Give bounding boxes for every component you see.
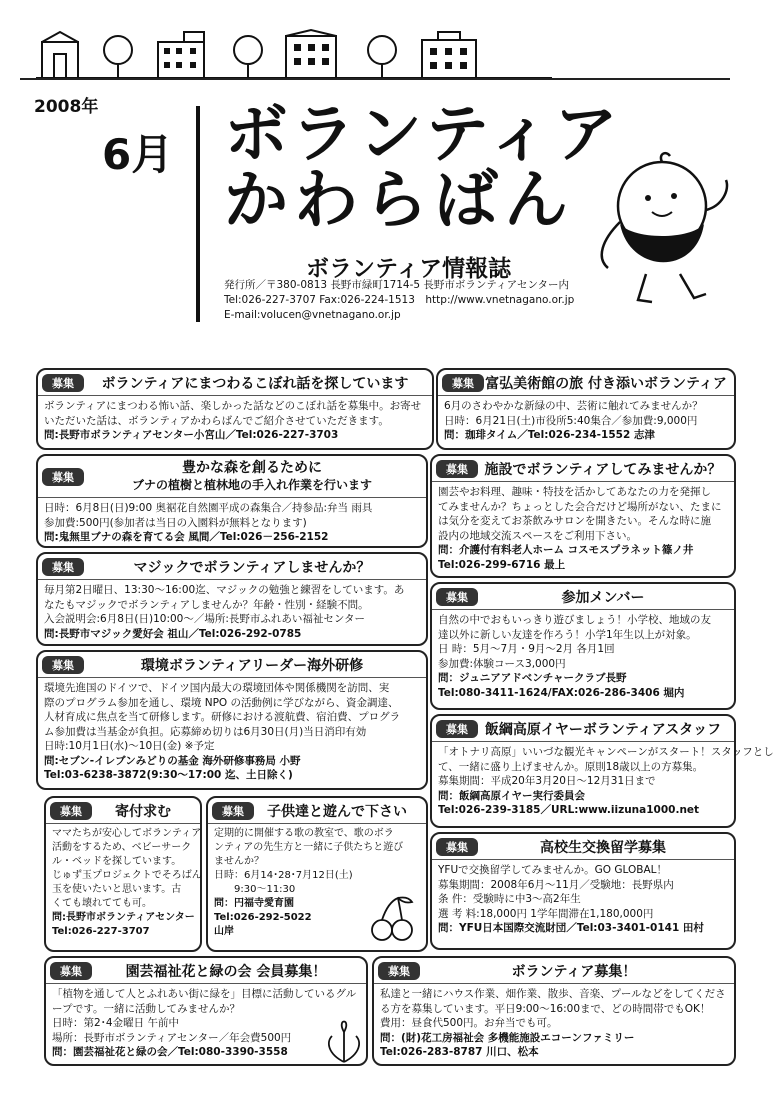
header-rule (20, 78, 730, 80)
notice-contact: 問：介護付有料老人ホーム コスモスプラネット篠ノ井 (438, 544, 694, 556)
notice-title: 飯綱高原イヤーボランティアスタッフ (484, 721, 722, 738)
notice-line: 人材育成に焦点を当て研修します。研修における渡航費、宿泊費、プログラ (44, 711, 401, 723)
notice-body (38, 498, 426, 548)
notice-subtitle: ブナの植樹と植林地の手入れ作業を行います (131, 477, 372, 492)
notice-line: ム参加費は当基金が負担。応募締め切りは6月30日(月)当日消印有効 (44, 725, 367, 738)
notice-line: 際のプログラム参加を通し、環境 NPO の活動例に学びながら、資金調達、 (44, 696, 399, 709)
notice-contact-phone: Tel:026-239-3185／URL:www.iizuna1000.net (438, 804, 700, 816)
notice-line: ンティアの先生方と一緒に子供たちと遊び (214, 842, 404, 853)
recruit-tag: 募集 (436, 838, 478, 856)
notice-contact: 問：YFU日本国際交流財団／Tel:03-3401-0141 田村 (438, 922, 704, 934)
notice-line: 6月のさわやかな新緑の中、芸術に触れてみませんか？ (444, 400, 703, 412)
issue-month: 6月 (102, 130, 174, 179)
recruit-tag: 募集 (50, 802, 92, 820)
notice-card-children (206, 796, 428, 952)
notice-title: 富弘美術館の旅 付き添いボランティア (485, 375, 727, 392)
recruit-tag: 募集 (436, 460, 478, 478)
notice-line: 達以外に新しい友達を作ろう！小学1年生以上が対象。 (438, 628, 697, 641)
notice-header (38, 456, 426, 498)
notice-card-exchange (430, 832, 736, 950)
notice-line: 募集期間：2008年6月～11月／受験地：長野県内 (438, 878, 674, 891)
notice-line: 環境先進国のドイツで、ドイツ国内最大の環境団体や関係機関を訪問、実 (44, 682, 390, 694)
notice-contact: 問:セブン-イレブンみどりの基金 海外研修事務局 小野 (44, 754, 301, 767)
recruit-tag: 募集 (42, 468, 84, 486)
notice-line: くても壊れてても可。 (52, 898, 152, 909)
notice-header (46, 798, 200, 824)
recruit-tag: 募集 (42, 656, 84, 674)
notice-contact: 問：園芸福祉花と緑の会／Tel:080-3390-3558 (52, 1046, 288, 1058)
notice-body (38, 396, 432, 446)
notice-line: る方を募集しています。平日9:00～16:00まで、どの時間帯でもOK！ (380, 1002, 711, 1015)
notice-contact: 問：ジュニアアドベンチャークラブ長野 (438, 672, 627, 684)
notice-line: ル・ベッドを探しています。 (52, 856, 182, 867)
recruit-tag: 募集 (442, 374, 484, 392)
notice-line: 条 件：受験時に中3～高2年生 (438, 893, 581, 905)
notice-body (46, 824, 200, 942)
publisher-email: E-mail:volucen@vnetnagano.or.jp (224, 309, 401, 321)
mascot-illustration (590, 150, 740, 310)
notice-header (438, 370, 734, 396)
notice-card-stories (36, 368, 434, 450)
notice-line: 参加費:体験コース3,000円 (438, 657, 566, 670)
notice-header (374, 958, 734, 984)
notice-contact: 問:長野市ボランティアセンター小宮山／Tel:026-227-3703 (44, 429, 339, 441)
notice-title-group (38, 460, 426, 494)
notice-line: 日時：6月14･28･7月12日(土) (214, 870, 353, 881)
notice-contact-phone: Tel:026-283-8787 川口、松本 (380, 1046, 539, 1058)
publisher-info (224, 278, 584, 323)
notice-body (432, 482, 734, 575)
recruit-tag: 募集 (42, 374, 84, 392)
notice-contact-phone: Tel:03-6238-3872(9:30～17:00 迄、土日除く) (44, 769, 293, 781)
town-skyline-illustration (36, 28, 552, 80)
notice-card-donation (44, 796, 202, 952)
notice-contact-person: 山岸 (214, 926, 234, 937)
notice-contact-phone: Tel:026-299-6716 最上 (438, 558, 566, 571)
masthead-subtitle: ボランティア情報誌 (306, 256, 512, 282)
issue-year: 2008年 (34, 97, 99, 117)
notice-contact: 問:長野市ボランティアセンター (52, 912, 195, 923)
notice-header (432, 834, 734, 860)
notice-body (432, 742, 774, 821)
notice-line: 募集期間：平成20年3月20日～12月31日まで (438, 775, 656, 787)
notice-title: 参加メンバー (561, 589, 645, 606)
notice-line: てみませんか？ちょっとした会合だけど場所がない、たまに (438, 500, 722, 513)
notice-line: 参加費:500円(参加者は当日の入園料が無料となります) (44, 516, 307, 529)
publisher-address: 発行所／〒380-0813 長野市緑町1714-5 長野市ボランティアセンター内 (224, 279, 570, 291)
notice-line: 活動をするため、ベビーサーク (52, 842, 192, 853)
notice-contact-phone: Tel:026-227-3707 (52, 926, 150, 937)
notice-line: 日時:10月1日(水)～10日(金) ※予定 (44, 740, 215, 752)
notice-card-magic (36, 552, 428, 646)
title-divider (196, 106, 200, 322)
notice-title: 寄付求む (115, 803, 171, 820)
notice-body (432, 860, 734, 939)
notice-card-museum-trip (436, 368, 736, 450)
notice-title: 高校生交換留学募集 (540, 839, 666, 856)
flower-illustration (322, 1014, 366, 1064)
notice-card-overseas-training (36, 650, 428, 790)
notice-title: 子供達と遊んで下さい (267, 803, 407, 820)
notice-card-facility (430, 454, 736, 578)
recruit-tag: 募集 (42, 558, 84, 576)
notice-title: 環境ボランティアリーダー海外研修 (140, 657, 364, 674)
notice-body (374, 984, 734, 1063)
notice-contact: 問：(財)花工房福祉会 多機能施設エコーンファミリー (380, 1031, 635, 1044)
notice-body (38, 580, 426, 644)
notice-header (432, 584, 734, 610)
notice-line: なたもマジックでボランティアしませんか？年齢・性別・経験不問。 (44, 598, 369, 611)
notice-line: 選 考 料:18,000円 1学年間滞在1,180,000円 (438, 907, 654, 920)
recruit-tag: 募集 (212, 802, 254, 820)
notice-body (38, 678, 426, 786)
notice-card-forest (36, 454, 428, 548)
notice-line: 「オトナリ高原」いいづな観光キャンペーンがスタート！スタッフとし (438, 746, 774, 758)
notice-card-gardening (44, 956, 368, 1066)
notice-contact-phone: Tel:080-3411-1624/FAX:026-286-3406 堀内 (438, 686, 685, 699)
notice-header (432, 456, 734, 482)
notice-contact: 問:長野市マジック愛好会 祖山／Tel:026-292-0785 (44, 627, 302, 640)
notice-header (46, 958, 366, 984)
notice-body (432, 610, 734, 703)
notice-card-farm-volunteer (372, 956, 736, 1066)
notice-line: 日 時：5月～7月・9月～2月 各月1回 (438, 643, 615, 655)
recruit-tag: 募集 (436, 588, 478, 606)
cherry-illustration (368, 894, 416, 944)
notice-title: ボランティアにまつわるこぼれ話を探しています (101, 375, 409, 392)
notice-title: 豊かな森を創るために (182, 459, 322, 476)
notice-title: 施設でボランティアしてみませんか？ (484, 461, 722, 478)
notice-header (38, 370, 432, 396)
notice-line: いただいた話は、ボランティアかわらばんでご紹介させていただきます。 (44, 414, 389, 427)
notice-header (38, 554, 426, 580)
notice-line: 日時：6月8日(日)9:00 奥裾花自然園平成の森集合／持参品:弁当 雨具 (44, 502, 373, 514)
notice-line: 場所：長野市ボランティアセンター／年会費500円 (52, 1031, 292, 1044)
notice-card-members (430, 582, 736, 710)
notice-line: 玉を使いたいと思います。古 (52, 884, 182, 895)
notice-line: 毎月第2日曜日、13:30～16:00迄、マジックの勉強と練習をしています。あ (44, 584, 405, 596)
notice-line: 9:30～11:30 (214, 884, 296, 895)
recruit-tag: 募集 (50, 962, 92, 980)
notice-header (432, 716, 734, 742)
notice-body (438, 396, 734, 446)
notice-title: ボランティア募集！ (511, 963, 637, 980)
notice-title: 園芸福祉花と緑の会 会員募集！ (125, 963, 327, 980)
masthead-title-line1: ボランティア (224, 98, 621, 172)
notice-title: マジックでボランティアしませんか？ (133, 559, 371, 576)
notice-line: 日時：6月21日(土)市役所5:40集合／参加費:9,000円 (444, 414, 698, 427)
notice-line: じゅず玉プロジェクトでそろばん (52, 870, 202, 881)
notice-contact: 問:鬼無里ブナの森を育てる会 風間／Tel:026－256-2152 (44, 531, 329, 543)
notice-line: ませんか？ (214, 856, 264, 867)
notice-line: ープです。一緒に活動してみませんか？ (52, 1002, 240, 1015)
notice-line: YFUで交換留学してみませんか。GO GLOBAL！ (438, 864, 667, 876)
recruit-tag: 募集 (436, 720, 478, 738)
masthead-title-line2: かわらばん (224, 164, 574, 238)
notice-line: 私達と一緒にハウス作業、畑作業、散歩、音楽、プールなどをしてくださ (380, 988, 726, 1000)
notice-line: 定期的に開催する歌の教室で、歌のボラ (214, 828, 394, 839)
notice-contact-phone: Tel:026-292-5022 (214, 912, 312, 923)
notice-card-iizuna-staff (430, 714, 774, 828)
notice-line: て、一緒に盛り上げませんか。原則18歳以上の方募集。 (438, 760, 704, 773)
notice-line: 入会説明会:6月8日(日)10:00～／場所:長野市ふれあい福祉センター (44, 613, 365, 625)
notice-line: 日時：第2･4金曜日 午前中 (52, 1017, 179, 1029)
notice-header (208, 798, 426, 824)
notice-line: 費用：昼食代500円。お弁当でも可。 (380, 1017, 558, 1029)
notice-line: は気分を変えてお茶飲みサロンを開きたい。そんな時に施 (438, 515, 711, 527)
notice-line: 設内の地域交流スペースをご利用下さい。 (438, 529, 637, 542)
notice-contact: 問：珈琲タイム／Tel:026-234-1552 志津 (444, 429, 655, 441)
notice-line: 「植物を通して人とふれあい街に緑を」目標に活動しているグル (52, 988, 357, 1000)
notice-contact: 問：円福寺愛育園 (214, 898, 294, 909)
notice-line: 自然の中でおもいっきり遊びましょう！小学校、地域の友 (438, 614, 711, 626)
notice-body (46, 984, 366, 1063)
recruit-tag: 募集 (378, 962, 420, 980)
notice-header (38, 652, 426, 678)
notice-line: 園芸やお料理、趣味・特技を活かしてあなたの力を発揮し (438, 486, 711, 498)
notice-line: ママたちが安心してボランティア (52, 828, 202, 839)
notice-contact: 問：飯綱高原イヤー実行委員会 (438, 789, 585, 802)
publisher-contact: Tel:026-227-3707 Fax:026-224-1513 http://www.vnetnagano.or.jp (224, 294, 575, 306)
notice-line: ボランティアにまつわる怖い話、楽しかった話などのこぼれ話を募集中。お寄せ (44, 400, 422, 412)
